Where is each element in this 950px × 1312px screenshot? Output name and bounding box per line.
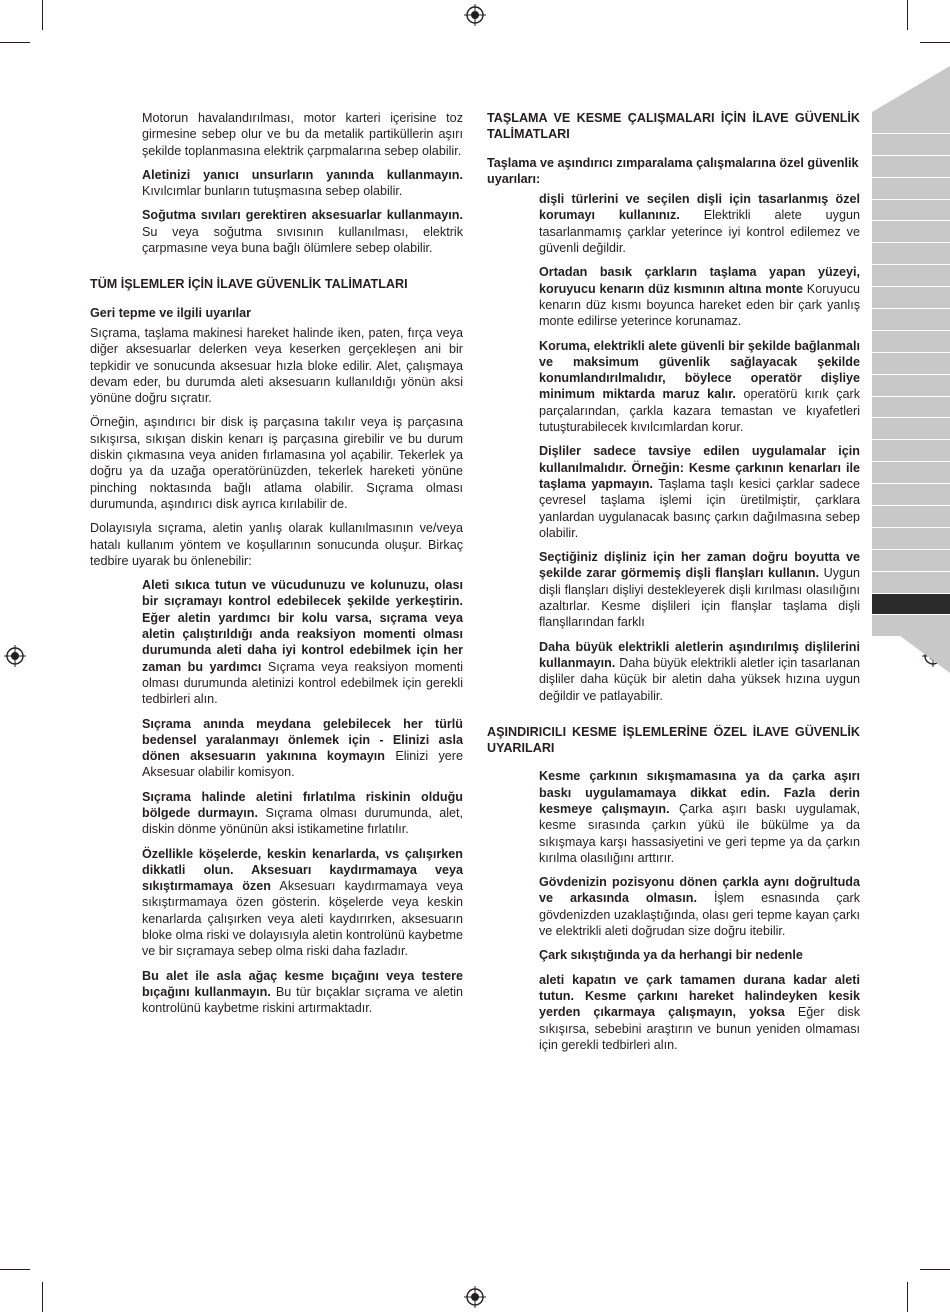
paragraph-bold-lead: Koruma, elektrikli alete güvenli bir şekilde bağlanmalı ve maksimum güvenlik sağlayacak şekilde konumlandırılmalıdır, böylece operatör dişliye minimum miktarda maruz kalır. (539, 338, 860, 402)
paragraph-text: Elinizi yere Aksesuar olabilir komisyon. (142, 749, 464, 780)
registration-mark-left (4, 645, 26, 667)
paragraph-bold-lead: Çark sıkıştığında ya da herhangi bir nedenle (539, 948, 803, 963)
paragraph-bold-lead: Sıçrama anında meydana gelebilecek her türlü bedensel yaralanmayı önlemek için - Elinizi asla dönen aksesuarın yakınına koymayın (142, 716, 463, 764)
paragraph-text: Çarka aşırı baskı uygulamak, kesme sırasında çarkın yükü ile bükülme ya da sıkışmaya karşı hassasiyetini ve geri tepme ya da çarkın kırılma olasılığını arttırır. (539, 801, 860, 865)
paragraph-text: Kıvılcımlar bunların tutuşmasına sebep olabilir. (142, 184, 403, 199)
crop-mark (920, 42, 950, 43)
paragraph (142, 167, 463, 200)
paragraph-text: Eğer disk sıkışırsa, sebebini araştırın ve bunun yeniden olmaması için gerekli tedbirleri alın. (539, 1005, 860, 1052)
section-heading: AŞINDIRICILI KESME İŞLEMLERİNE ÖZEL İLAVE GÜVENLİK UYARILARI (487, 724, 860, 756)
paragraph-text: İşlem esnasında çark gövdenizden uzaklaştığında, olası geri tepme kayan çarkı ve elektrikli aleti doğrudan size doğru itebilir. (539, 891, 861, 939)
language-tab (872, 550, 950, 572)
language-tab (872, 594, 950, 616)
language-tabs (872, 112, 950, 637)
language-tab (872, 221, 950, 243)
crop-mark (42, 1282, 43, 1312)
paragraph-text: Örneğin, aşındırıcı bir disk iş parçasına takılır veya iş parçasına sıkışırsa, sıkışan diskin kenarı iş parçasına girebilir ve bu durum diskin çıkmasına veya aniden fırlamasına yol açabilir. Tekerlek ya doğru ya da uzağa operatörünüzden, tekerlek hareketi yönüne pinching noktasında bağlı atlama olabilir. Sıçrama olması durumunda, aşındırıcı disk ayrıca kırılabilir de. (90, 415, 463, 511)
paragraph-bold-lead: Aletinizi yanıcı unsurların yanında kullanmayın. (142, 167, 463, 182)
paragraph (539, 443, 860, 541)
language-tab (872, 331, 950, 353)
paragraph (142, 577, 463, 707)
paragraph-bold-lead: Dişliler sadece tavsiye edilen uygulamalar için kullanılmalıdır. Örneğin: Kesme çarkının kenarları ile taşlama yapmayın. (539, 444, 860, 491)
paragraph (142, 110, 463, 159)
crop-mark (920, 1269, 950, 1270)
paragraph-text: Uygun dişli flanşları dişliyi destekleyerek dişli kırılması olasılığını azaltırlar. Kesme dişlileri için flanşlar taşlama dişli flanşllarından farklı (539, 566, 861, 630)
paragraph-text: Bu tür bıçaklar sıçrama ve aletin kontrolünü kaybetme riskini artırmaktadır. (142, 984, 464, 1016)
paragraph-bold-lead: Özellikle köşelerde, keskin kenarlarda, vs çalışırken dikkatli olun. Aksesuarı kaydırmamaya veya sıkıştırmamaya özen (142, 846, 463, 894)
language-tab (872, 484, 950, 506)
paragraph (142, 716, 463, 781)
language-tab (872, 287, 950, 309)
paragraph (539, 338, 860, 436)
language-tab (872, 418, 950, 440)
paragraph (539, 768, 860, 866)
crop-mark (907, 0, 908, 30)
paragraph-text: Koruyucu kenarın düz kısmı boyunca hareket eden bir çark yanlış monte edilirse yeterince korunamaz. (539, 281, 861, 329)
subheading: Taşlama ve aşındırıcı zımparalama çalışmalarına özel güvenlik uyarıları: (487, 155, 859, 186)
paragraph-bold-lead: Aleti sıkıca tutun ve vücudunuzu ve kolunuzu, olası bir sıçramayı kontrol edebilecek şekilde yerkeştirin. Eğer aletin yardımcı bir kolu varsa, sıçrama veya aletin çalıştırıldığı anda reaksiyon momenti olması durumunda aleti daha iyi kontrol edebilmek için her zaman bu yardımcı (142, 578, 463, 674)
paragraph-bold-lead: Gövdenizin pozisyonu dönen çarkla aynı doğrultuda ve arkasında olmasın. (539, 875, 860, 906)
right-column (487, 110, 860, 1061)
paragraph (539, 549, 860, 630)
language-tab (872, 243, 950, 265)
paragraph (90, 325, 463, 406)
paragraph-bold-lead: Bu alet ile asla ağaç kesme bıçağını veya testere bıçağını kullanmayın. (142, 968, 463, 999)
language-tab (872, 440, 950, 462)
language-tab (872, 134, 950, 156)
language-tab (872, 572, 950, 594)
crop-mark (907, 1282, 908, 1312)
paragraph (539, 874, 860, 939)
language-tab (872, 200, 950, 222)
language-tab (872, 112, 950, 134)
paragraph-bold-lead: Ortadan basık çarkların taşlama yapan yüzeyi, koruyucu kenarın düz kısmının altına monte (539, 265, 860, 296)
left-column (90, 110, 463, 1025)
paragraph-bold-lead: Soğutma sıvıları gerektiren aksesuarlar kullanmayın. (142, 208, 463, 223)
paragraph (539, 264, 860, 329)
paragraph (90, 520, 463, 569)
language-tab (872, 309, 950, 331)
paragraph-text: Elektrikli alete uygun tasarlanmamış çarklar yeterince iyi kontrol edilemez ve güvenli değildir. (539, 208, 860, 256)
language-tab (872, 462, 950, 484)
paragraph-text: Su veya soğutma sıvısının kullanılması, elektrik çarpmasıne veya buna bağlı ölümlere sebep olabilir. (142, 224, 463, 256)
language-tab (872, 528, 950, 550)
paragraph (142, 207, 463, 256)
language-tab (872, 506, 950, 528)
paragraph (539, 972, 860, 1053)
language-tab (872, 178, 950, 200)
paragraph (142, 846, 463, 960)
crop-mark (0, 1269, 30, 1270)
paragraph-text: Sıçrama veya reaksiyon momenti olması durumunda aletinizi kontrol edebilmek için gerekli tedbirleri alın. (142, 659, 463, 707)
crop-mark (42, 0, 43, 30)
crop-mark (0, 42, 30, 43)
paragraph-text: operatörü kırık çark parçalarından, çarkla kazara temastan ve kıyafetleri tutuşturabilecek kıvılcımlardan korur. (539, 387, 860, 435)
paragraph-text: Taşlama taşlı kesici çarklar sadece çevresel taşlama işlemi için üretilmiştir, çarklara yanlardan uygulanacak basınç çarkın dağılmasına sebep olabilir. (539, 476, 860, 540)
paragraph (539, 947, 860, 963)
language-tab (872, 156, 950, 178)
paragraph-text: Sıçrama olması durumunda, alet, diskin dönme yönünün aksi istikametine fırlatılır. (142, 805, 463, 837)
section-heading: TAŞLAMA VE KESME ÇALIŞMALARI İÇİN İLAVE GÜVENLİK TALİMATLARI (487, 111, 860, 142)
language-tab (872, 375, 950, 397)
tab-bar-bottom-corner (872, 615, 950, 673)
paragraph (539, 191, 860, 256)
paragraph-bold-lead: Seçtiğiniz dişliniz için her zaman doğru boyutta ve şekilde zarar görmemiş dişli flanşları kullanın. (539, 550, 860, 581)
paragraph-text: Daha büyük elektrikli aletler için tasarlanan dişliler daha küçük bir aletin daha yüksek hızına uygun değildir ve patlayabilir. (539, 655, 860, 703)
language-tab (872, 353, 950, 375)
paragraph-bold-lead: Daha büyük elektrikli aletlerin aşındırılmış dişlilerini kullanmayın. (539, 639, 860, 670)
registration-mark-bottom (464, 1286, 486, 1308)
paragraph (142, 968, 463, 1017)
paragraph-text: Aksesuarı kaydırmamaya veya sıkıştırmamaya özen gösterin. köşelerde veya keskin kenarlarda çalışırken veya aleti kaydırırken, aksesuarın bloke olma riski ve dolayısıyla aletin kontrolünü kaybetme ve bir sıçramaya sebep olma riski daha fazladır. (142, 879, 464, 959)
paragraph-text: Sıçrama, taşlama makinesi hareket halinde iken, paten, fırça veya diğer aksesuarlar delerken veya keserken gerçekleşen ani bir tepkidir ve sonucunda aksesuar hızla bloke edilir. Alet, çalışmaya devam eder, bu durumda aleti aksesuarın kullanıldığı yönün aksi yönüne doğru sıçratır. (90, 325, 463, 406)
section-heading: TÜM İŞLEMLER İÇİN İLAVE GÜVENLİK TALİMATLARI (90, 277, 408, 292)
paragraph (90, 414, 463, 512)
subheading: Geri tepme ve ilgili uyarılar (90, 305, 251, 320)
paragraph (142, 789, 463, 838)
paragraph-bold-lead: Sıçrama halinde aletini fırlatılma riskinin olduğu bölgede durmayın. (142, 789, 463, 820)
language-tab (872, 397, 950, 419)
paragraph (539, 639, 860, 704)
paragraph-text: Dolayısıyla sıçrama, aletin yanlış olarak kullanılmasının ve/veya hatalı kullanım yöntem ve koşullarının sonucunda oluşur. Birkaç tedbire uyarak bu önlenebilir: (90, 521, 463, 568)
tab-bar-top-corner (872, 66, 950, 112)
language-tab (872, 265, 950, 287)
registration-mark-top (464, 4, 486, 26)
paragraph-bold-lead: aleti kapatın ve çark tamamen durana kadar aleti tutun. Kesme çarkını hareket halindeyken kesik yerden çıkarmaya çalışmayın, yoksa (539, 972, 860, 1020)
paragraph-text: Motorun havalandırılması, motor karteri içerisine toz girmesine sebep olur ve bu da metalik partiküllerin aşırı şekilde toplanmasına elektrik çarpmalarına sebep olabilir. (142, 111, 463, 158)
paragraph-bold-lead: Kesme çarkının sıkışmamasına ya da çarka aşırı baskı uygulamamaya dikkat edin. Fazla derin kesmeye çalışmayın. (539, 769, 860, 816)
paragraph-bold-lead: dişli türlerini ve seçilen dişli için tasarlanmış özel korumayı kullanınız. (539, 192, 860, 223)
